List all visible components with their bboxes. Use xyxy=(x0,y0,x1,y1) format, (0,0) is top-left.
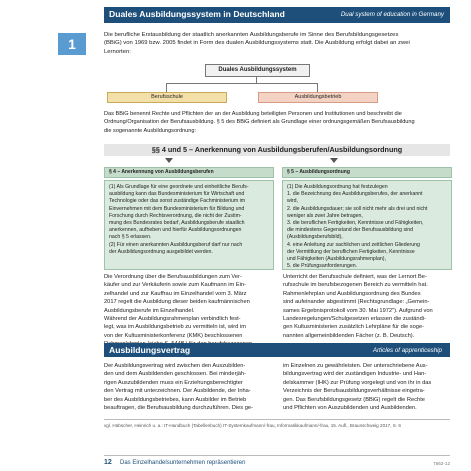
chapter-title: Duales Ausbildungssystem in Deutschland xyxy=(109,9,285,19)
section2-left-text xyxy=(104,362,274,412)
text-line: sames Ergebnisprotokoll vom 30. Mai 1972"). Aufgrund von xyxy=(283,307,433,314)
section-subtitle: Articles of apprenticeship xyxy=(372,346,442,354)
text-line: mung des Bundesrates bedarf, Ausbildungsberufe staatlich xyxy=(109,220,245,227)
footer-title: Das Einzelhandelsunternehmen repräsentieren xyxy=(120,460,246,466)
chapter-subtitle: Dual system of education in Germany xyxy=(340,10,444,18)
arrow-down-icon xyxy=(165,158,173,163)
text-line: Verzeichnis der Berufsausbildungsverhältnisse eingetra- xyxy=(283,388,425,395)
arrow-down-icon xyxy=(330,158,338,163)
text-line: (1) Die Ausbildungsordnung hat festzulegen xyxy=(287,184,388,190)
text-line: 2. die Ausbildungsdauer; sie soll nicht mehr als drei und nicht xyxy=(287,205,428,212)
intro-paragraph xyxy=(104,31,450,56)
text-line: und Pflichten von Auszubildenden und Ausbildenden. xyxy=(283,405,417,412)
text-line: 5. die Prüfungsanforderungen. xyxy=(287,263,358,270)
diagram-connector xyxy=(166,83,317,84)
footnote-divider xyxy=(104,419,450,420)
text-line: rigen Auszubildenden muss ein Erziehungsberechtigter xyxy=(104,379,243,386)
section2-right-text xyxy=(283,362,455,412)
chapter-header-banner xyxy=(104,7,450,23)
text-line: Technologie oder das sonst zuständige Fachministerium im xyxy=(109,198,246,205)
text-line: zelhandel und zur Kauffrau im Einzelhandel vom 3. März xyxy=(104,290,247,297)
bbig-line: Ordnung/Organisation der Berufsausbildung. § 5 des BBiG definiert als Grundlage einer ordnungsgemäßen Berufsausbildung xyxy=(104,119,415,126)
intro-line: (BBiG) von 1969 bzw. 2005 findet in Form des dualen Ausbildungssystems statt. Die Ausbildung erfolgt dabei an zwei xyxy=(104,40,410,47)
text-line: bildungsvertrag wird der zuständigen Industrie- und Han- xyxy=(283,371,427,378)
text-line: den und dem Ausbildenden geschlossen. Bei minderjäh- xyxy=(104,371,246,378)
text-line: Forschung durch Rechtsverordnung, die nicht der Zustim- xyxy=(109,212,242,219)
text-line: nannten allgemeinbildenden Fächer (z. B. Deutsch). xyxy=(283,332,415,339)
column-right-text xyxy=(283,273,455,340)
text-line: beauftragen, die Berufsausbildung durchzuführen. Dies ge- xyxy=(104,405,253,412)
paragraph-4-box xyxy=(104,180,274,270)
text-line: weniger als zwei Jahre betragen, xyxy=(287,212,363,219)
section-title: Ausbildungsvertrag xyxy=(109,345,191,355)
footer-divider xyxy=(104,455,450,456)
column-left-text xyxy=(104,273,274,349)
footer-code: 7562-12 xyxy=(433,461,450,466)
text-line: anerkennen, aufheben und hierfür Ausbildungsordnungen xyxy=(109,227,242,234)
vocational-school-box: Berufsschule xyxy=(107,92,227,103)
paragraph-5-heading: § 5 – Ausbildungsordnung xyxy=(282,167,452,178)
text-line: ber des Ausbildungsbetriebes, kann Ausbilder im Betrieb xyxy=(104,396,247,403)
intro-line: Lernorten: xyxy=(104,48,131,55)
section-header-banner xyxy=(104,343,450,357)
text-line: rufsschule im berufsbezogenen Bereich zu vermitteln hat. xyxy=(283,282,428,289)
paragraph-5-box xyxy=(282,180,452,270)
text-line: käufer und zur Verkäuferin sowie zum Kaufmann im Ein- xyxy=(104,282,246,289)
chapter-number-badge: 1 xyxy=(58,33,86,55)
text-line: der Vermittlung der beruflichen Fertigkeiten, Kenntnisse xyxy=(287,248,415,255)
intro-line: Die berufliche Erstausbildung der staatlich anerkannten Ausbildungsberufe im Sinne des Berufsbildungsgesetzes xyxy=(104,32,399,38)
footnote: vgl. Hübscher, Heinrich u. a.: IT-Handbuch (Tabellenbuch) IT-Systemkaufmann/-frau, Informatikkaufmann/-frau, 15. Aufl., Braunschweig 2017, S. 6 xyxy=(104,423,401,428)
text-line: 4. eine Anleitung zur sachlichen und zeitlichen Gliederung xyxy=(287,241,420,248)
text-line: Ausbildungsberufe im Einzelhandel. xyxy=(104,307,195,314)
text-line: Einvernehmen mit dem Bundesministerium für Bildung und xyxy=(109,205,245,212)
text-line: sind aufeinander abgestimmt (Rechtsgrundlage: „Gemein- xyxy=(283,299,430,306)
text-line: die mindestens Gegenstand der Berufsausbildung sind xyxy=(287,227,414,234)
page-number: 12 xyxy=(104,459,112,466)
diagram-connector xyxy=(166,83,167,92)
text-line: (1) Als Grundlage für eine geordnete und einheitliche Berufs- xyxy=(109,184,249,190)
text-line: im Einzelnen zu gewährleisten. Der unterschriebene Aus- xyxy=(283,363,428,369)
text-line: 3. die beruflichen Fertigkeiten, Kenntnisse und Fähigkeiten, xyxy=(287,220,424,227)
bbig-line: Das BBiG benennt Rechte und Pflichten der an der Ausbildung beteiligten Personen und Institutionen und beschreibt die xyxy=(104,111,402,117)
text-line: ausbildung kann das Bundesministerium für Wirtschaft und xyxy=(109,191,245,198)
text-line: gen Kultusministerien zusätzlich Lehrpläne für die soge- xyxy=(283,324,425,331)
text-line: Unterricht der Berufsschule definiert, was der Lernort Be- xyxy=(283,274,427,280)
bbig-line: die sogenannte Ausbildungsordnung: xyxy=(104,127,197,134)
text-line: den Vertrag mit unterzeichnen. Der Ausbildende, der Inha- xyxy=(104,388,251,395)
text-line: (Ausbildungsberufsbild), xyxy=(287,234,343,241)
text-line: Der Ausbildungsvertrag wird zwischen den Auszubilden- xyxy=(104,363,246,369)
diagram-connector xyxy=(317,83,318,92)
text-line: legt, was im Ausbildungsbetrieb zu vermitteln ist, wird im xyxy=(104,324,246,331)
bbig-paragraph xyxy=(104,110,454,135)
text-line: von der Kultusministerkonferenz (KMK) beschlossenen xyxy=(104,332,243,339)
text-line: wird, xyxy=(287,198,298,205)
text-line: Während der Ausbildungsrahmenplan verbindlich fest- xyxy=(104,316,241,323)
text-line: Rahmenlehrplan und Ausbildungsordnung des Bundes xyxy=(283,290,421,297)
paragraph-4-heading: § 4 – Anerkennung von Ausbildungsberufen xyxy=(104,167,274,178)
text-line: und Fähigkeiten (Ausbildungsrahmenplan), xyxy=(287,256,386,263)
text-line: 2017 regelt die Ausbildung dieser beiden kaufmännischen xyxy=(104,299,250,306)
text-line: Landesregelungen/Schulgesetzen erlassen die zuständi- xyxy=(283,316,426,323)
dual-system-box: Duales Ausbildungssystem xyxy=(205,64,310,77)
law-section-bar: §§ 4 und 5 – Anerkennung von Ausbildungsberufen/Ausbildungsordnung xyxy=(104,144,450,156)
text-line: (2) Für einen anerkannten Ausbildungsberuf darf nur nach xyxy=(109,241,243,248)
text-line: Die Verordnung über die Berufsausbildungen zum Ver- xyxy=(104,274,242,280)
text-line: nach § 5 erlassen. xyxy=(109,234,152,241)
text-line: gen. Das Berufsbildungsgesetz (BBiG) regelt die Rechte xyxy=(283,396,425,403)
text-line: delskammer (IHK) zur Prüfung vorgelegt und von ihr in das xyxy=(283,379,432,386)
text-line: der Ausbildungsordnung ausgebildet werden. xyxy=(109,248,213,255)
text-line: 1. die Bezeichnung des Ausbildungsberufes, der anerkannt xyxy=(287,191,423,198)
training-company-box: Ausbildungsbetrieb xyxy=(258,92,378,103)
